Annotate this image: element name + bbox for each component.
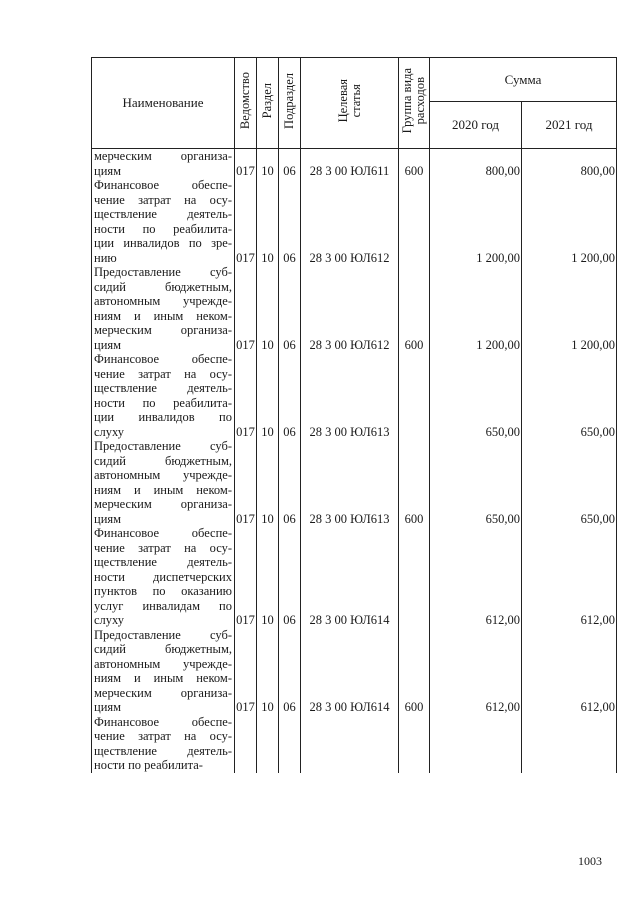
row-name-line: сидий бюджетным, xyxy=(94,279,232,294)
row-subsection: 06 xyxy=(279,265,301,352)
row-value-2021 xyxy=(522,715,617,773)
row-article: 28 3 00 ЮЛ611 xyxy=(301,149,399,179)
header-dept: Ведомство xyxy=(235,58,257,149)
table-body xyxy=(92,149,617,773)
row-name-line: автономным учрежде- xyxy=(94,294,232,308)
row-value-2021: 1 200,00 xyxy=(522,178,617,265)
row-name xyxy=(92,526,235,628)
row-name-line: Финансовое обеспе- xyxy=(94,714,232,729)
row-name-line: Предоставление суб- xyxy=(94,439,232,453)
row-name-line: ниям и иным неком- xyxy=(94,308,232,323)
header-group: Группа вида расходов xyxy=(399,58,430,149)
row-name-line: Финансовое обеспе- xyxy=(94,352,232,366)
row-group: 600 xyxy=(399,628,430,715)
row-name-line: ниям и иным неком- xyxy=(94,671,232,685)
row-name-line: циям xyxy=(94,700,122,714)
row-name-line: слуху xyxy=(94,613,125,627)
row-section: 10 xyxy=(257,352,279,439)
row-dept: 017 xyxy=(235,352,257,439)
header-sum: Сумма xyxy=(430,58,617,102)
row-name-line: мерческим организа- xyxy=(94,497,232,511)
row-name xyxy=(92,439,235,526)
row-name-line: нию xyxy=(94,250,117,265)
row-name-line: ции инвалидов по xyxy=(94,410,232,424)
row-value-2020 xyxy=(430,715,522,773)
row-subsection xyxy=(279,715,301,773)
row-article xyxy=(301,715,399,773)
row-subsection: 06 xyxy=(279,178,301,265)
row-name-line: чение затрат на осу- xyxy=(94,540,232,555)
row-dept xyxy=(235,715,257,773)
row-name-line: ществление деятель- xyxy=(94,555,232,569)
row-value-2021: 612,00 xyxy=(522,526,617,628)
row-name-line: чение затрат на осу- xyxy=(94,192,232,207)
page-number: 1003 xyxy=(578,854,602,868)
row-name-line: Финансовое обеспе- xyxy=(94,178,232,192)
row-name-line: автономным учрежде- xyxy=(94,468,232,482)
header-section: Раздел xyxy=(257,58,279,149)
row-section: 10 xyxy=(257,149,279,179)
row-value-2021: 650,00 xyxy=(522,352,617,439)
row-name xyxy=(92,715,235,773)
row-name xyxy=(92,149,235,179)
row-name-line: ществление деятель- xyxy=(94,743,232,758)
row-name-line: ности по реабилита- xyxy=(94,221,232,236)
row-section: 10 xyxy=(257,178,279,265)
table-row xyxy=(92,628,617,715)
row-name-line: ности по реабилита- xyxy=(94,395,232,410)
row-name xyxy=(92,265,235,352)
row-value-2021: 1 200,00 xyxy=(522,265,617,352)
row-name-line: Финансовое обеспе- xyxy=(94,526,232,540)
table-row xyxy=(92,526,617,628)
budget-table xyxy=(91,57,617,773)
row-value-2020: 800,00 xyxy=(430,149,522,179)
row-name-line: ности по реабилита- xyxy=(94,758,203,772)
row-dept: 017 xyxy=(235,149,257,179)
row-value-2021: 650,00 xyxy=(522,439,617,526)
table-row xyxy=(92,715,617,773)
table-row xyxy=(92,439,617,526)
row-article: 28 3 00 ЮЛ612 xyxy=(301,265,399,352)
row-name-line: ниям и иным неком- xyxy=(94,482,232,497)
row-name-line: мерческим организа- xyxy=(94,323,232,337)
row-name-line: сидий бюджетным, xyxy=(94,642,232,656)
row-name-line: слуху xyxy=(94,424,125,439)
header-article: Целевая статья xyxy=(301,58,399,149)
row-dept: 017 xyxy=(235,439,257,526)
row-section: 10 xyxy=(257,526,279,628)
row-value-2020: 1 200,00 xyxy=(430,178,522,265)
row-subsection: 06 xyxy=(279,628,301,715)
row-group xyxy=(399,352,430,439)
table-row xyxy=(92,149,617,179)
row-article: 28 3 00 ЮЛ614 xyxy=(301,526,399,628)
row-value-2020: 650,00 xyxy=(430,439,522,526)
budget-table-container xyxy=(91,57,616,773)
row-subsection: 06 xyxy=(279,526,301,628)
row-section: 10 xyxy=(257,628,279,715)
row-subsection: 06 xyxy=(279,439,301,526)
row-section: 10 xyxy=(257,439,279,526)
row-value-2020: 1 200,00 xyxy=(430,265,522,352)
row-name-line: Предоставление суб- xyxy=(94,627,232,642)
row-group: 600 xyxy=(399,439,430,526)
header-name: Наименование xyxy=(92,58,235,149)
row-value-2021: 800,00 xyxy=(522,149,617,179)
row-value-2020: 612,00 xyxy=(430,628,522,715)
row-group xyxy=(399,178,430,265)
row-section: 10 xyxy=(257,265,279,352)
table-row xyxy=(92,352,617,439)
row-value-2021: 612,00 xyxy=(522,628,617,715)
row-article: 28 3 00 ЮЛ613 xyxy=(301,439,399,526)
table-row xyxy=(92,265,617,352)
row-name-line: мерческим организа- xyxy=(94,149,232,163)
header-year-2021: 2021 год xyxy=(522,102,617,149)
row-subsection: 06 xyxy=(279,352,301,439)
row-name xyxy=(92,628,235,715)
row-dept: 017 xyxy=(235,265,257,352)
row-group: 600 xyxy=(399,265,430,352)
row-name-line: ществление деятель- xyxy=(94,381,232,395)
row-name-line: циям xyxy=(94,337,122,352)
row-name-line: автономным учрежде- xyxy=(94,656,232,671)
row-name-line: ществление деятель- xyxy=(94,207,232,221)
row-dept: 017 xyxy=(235,526,257,628)
row-article: 28 3 00 ЮЛ613 xyxy=(301,352,399,439)
table-row xyxy=(92,178,617,265)
row-group xyxy=(399,526,430,628)
row-name-line: циям xyxy=(94,163,122,178)
row-name-line: Предоставление суб- xyxy=(94,265,232,279)
row-name-line: пунктов по оказанию xyxy=(94,584,232,598)
row-name xyxy=(92,178,235,265)
row-group: 600 xyxy=(399,149,430,179)
header-year-2020: 2020 год xyxy=(430,102,522,149)
row-name-line: циям xyxy=(94,511,122,526)
header-subsection: Подраздел xyxy=(279,58,301,149)
row-name-line: сидий бюджетным, xyxy=(94,453,232,468)
row-value-2020: 650,00 xyxy=(430,352,522,439)
row-article: 28 3 00 ЮЛ614 xyxy=(301,628,399,715)
row-name-line: услуг инвалидам по xyxy=(94,598,232,613)
row-article: 28 3 00 ЮЛ612 xyxy=(301,178,399,265)
row-name-line: чение затрат на осу- xyxy=(94,729,232,743)
row-value-2020: 612,00 xyxy=(430,526,522,628)
row-name-line: мерческим организа- xyxy=(94,685,232,700)
row-name-line: ности диспетчерских xyxy=(94,569,232,584)
row-name-line: чение затрат на осу- xyxy=(94,366,232,381)
row-name-line: ции инвалидов по зре- xyxy=(94,236,232,250)
row-subsection: 06 xyxy=(279,149,301,179)
row-section xyxy=(257,715,279,773)
row-dept: 017 xyxy=(235,178,257,265)
row-dept: 017 xyxy=(235,628,257,715)
row-group xyxy=(399,715,430,773)
row-name xyxy=(92,352,235,439)
